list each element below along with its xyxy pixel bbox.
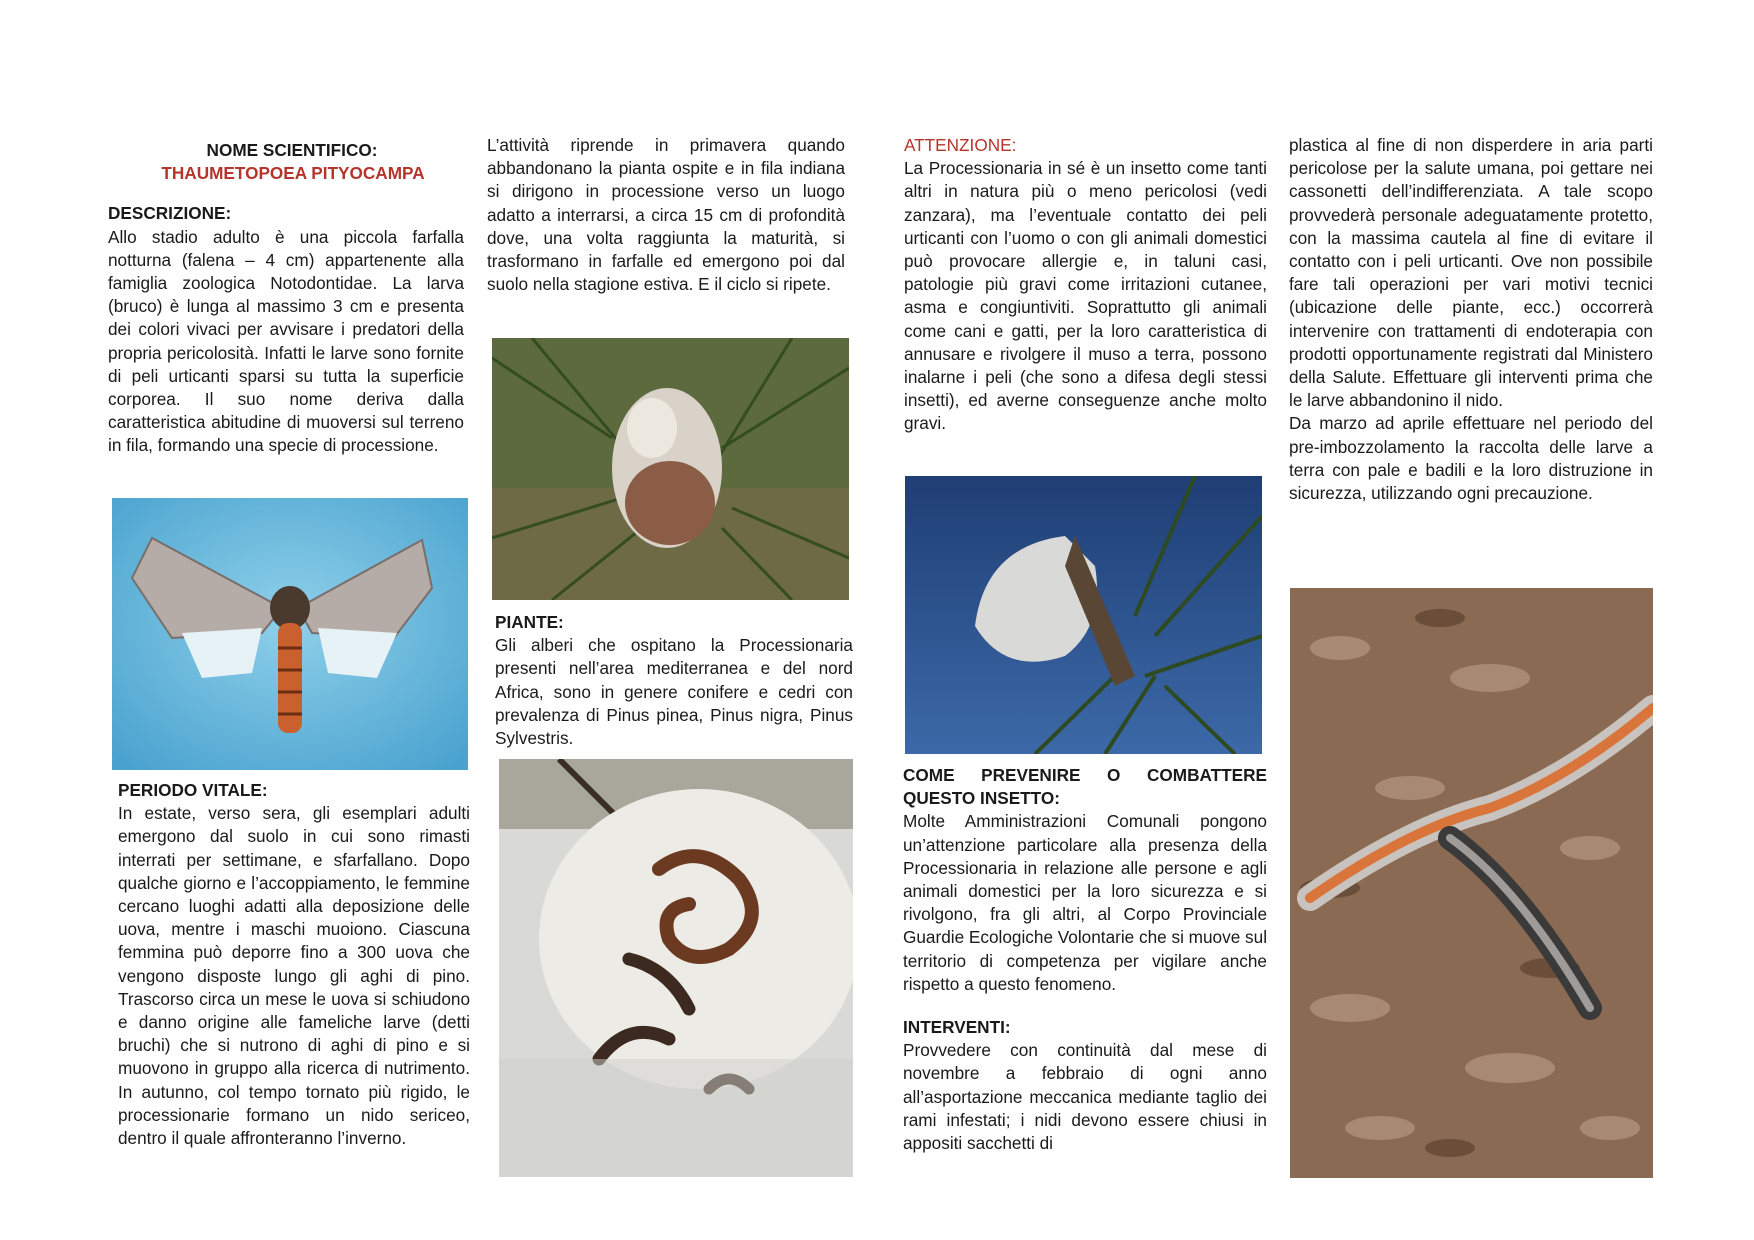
branch-nest-image bbox=[905, 476, 1262, 754]
life-period-text: In estate, verso sera, gli esemplari adulti emergono dal suolo in cui sono rimasti interrati per settimane, e sfarfallano. Dopo qualche giorno e l’accoppiamento, le femmine cercano luoghi adatti alla deposizione delle uova, mentre i maschi muoiono. Ciascuna femmina può deporre fino a 300 uova che vengono disposte lungo gli aghi di pino. Trascorso circa un mese le uova si schiudono e danno origine alle fameliche larve (detti bruchi) che si nutrono di aghi di pino e si muovono in gruppo alla ricerca di nutrimento. In autunno, col tempo tornato più rigido, le processionarie formano un nido sericeo, dentro il quale affronteranno l’inverno. bbox=[118, 803, 470, 1149]
column-1-bottom bbox=[118, 779, 470, 1150]
caterpillars-photo bbox=[499, 759, 853, 1177]
column-3 bbox=[904, 134, 1267, 436]
nest-image bbox=[492, 338, 849, 600]
attention-heading: ATTENZIONE: bbox=[904, 135, 1017, 155]
attention-text: La Processionaria in sé è un insetto come tanti altri in natura più o meno pericolosi (vedi zanzara), ma l’eventuale contatto dei peli urticanti con l’uomo o con gli animali domestici può provocare allergie e, in taluni casi, patologie più gravi come irritazioni cutanee, asma e congiuntiviti. Soprattutto gli animali come cani e gatti, per la loro caratteristica di annusare e rivolgere il muso a terra, possono inalarne i peli (che sono a difesa degli stessi insetti), ed averne conseguenze anche molto gravi. bbox=[904, 158, 1267, 434]
life-cycle-text: L’attività riprende in primavera quando abbandonano la pianta ospite e in fila indiana si dirigono in processione verso un luogo adatto a interrarsi, a circa 15 cm di profondità dove, una volta raggiunta la maturità, si trasformano in farfalle ed emergono poi dal suolo nella stagione estiva. E il ciclo si ripete. bbox=[487, 135, 845, 295]
column-2 bbox=[487, 134, 845, 296]
interventions-heading: INTERVENTI: bbox=[903, 1017, 1011, 1038]
column-3-bottom bbox=[903, 764, 1267, 1155]
description-heading: DESCRIZIONE: bbox=[108, 203, 232, 224]
column-1 bbox=[108, 139, 464, 458]
interventions-continued-text: plastica al fine di non disperdere in aria parti pericolose per la salute umana, poi gettare nei cassonetti dell’indifferenziata. A tale scopo provvederà personale adeguatamente protetto, con la massima cautela al fine di evitare il contatto con i peli urticanti. Ove non possibile fare tali operazioni per vari motivi tecnici (ubicazione delle piante, ecc.) occorrerà intervenire con trattamenti di endoterapia con prodotti opportunamente registrati dal Ministero della Salute. Effettuare gli interventi prima che le larve abbandonino il nido. bbox=[1289, 135, 1653, 411]
scientific-name-label: NOME SCIENTIFICO: bbox=[206, 140, 378, 160]
interventions-text: Provvedere con continuità dal mese di novembre a febbraio di ogni anno all’asportazione meccanica mediante taglio dei rami infestati; i nidi devono essere chiusi in appositi sacchetti di bbox=[903, 1040, 1267, 1154]
moth-photo bbox=[112, 498, 468, 770]
life-period-heading: PERIODO VITALE: bbox=[118, 780, 268, 800]
column-4 bbox=[1289, 134, 1653, 505]
moth-image bbox=[112, 498, 468, 770]
column-2-middle bbox=[495, 611, 853, 750]
prevention-text: Molte Amministrazioni Comunali pongono un’attenzione particolare alla presenza della Processionaria in relazione alle persone e agli animali domestici per la loro sicurezza e si rivolgono, fra gli altri, al Corpo Provinciale Guardie Ecologiche Volontarie che si muove sul territorio di competenza per vigilare anche rispetto a questo fenomeno. bbox=[903, 811, 1268, 994]
nest-on-branch-photo bbox=[905, 476, 1262, 754]
description-text: Allo stadio adulto è una piccola farfalla notturna (falena – 4 cm) appartenente alla famiglia zoologica Notodontidae. La larva (bruco) è lunga al massimo 3 cm e presenta dei colori vivaci per avvisare i predatori della propria pericolosità. Infatti le larve sono fornite di peli urticanti sparsi su tutta la superficie corporea. Il suo nome deriva dalla caratteristica abitudine di muoversi sul terreno in fila, formando una specie di processione. bbox=[108, 226, 464, 456]
nest-on-pine-photo bbox=[492, 338, 849, 600]
caterpillars-image bbox=[499, 759, 853, 1177]
plants-text: Gli alberi che ospitano la Processionaria presenti nell’area mediterranea e del nord Africa, sono in genere conifere e cedri con prevalenza di Pinus pinea, Pinus nigra, Pinus Sylvestris. bbox=[495, 635, 853, 749]
scientific-name: THAUMETOPOEA PITYOCAMPA bbox=[161, 163, 425, 184]
ground-caterpillar-image bbox=[1290, 588, 1653, 1178]
march-april-text: Da marzo ad aprile effettuare nel periodo del pre-imbozzolamento la raccolta delle larve a terra con pale e badili e la loro distruzione in sicurezza, utilizzando ogni precauzione. bbox=[1289, 413, 1653, 504]
plants-heading: PIANTE: bbox=[495, 612, 564, 632]
prevention-heading: COME PREVENIRE O COMBATTERE QUESTO INSETTO: bbox=[903, 765, 1267, 809]
caterpillar-on-ground-photo bbox=[1290, 588, 1653, 1178]
